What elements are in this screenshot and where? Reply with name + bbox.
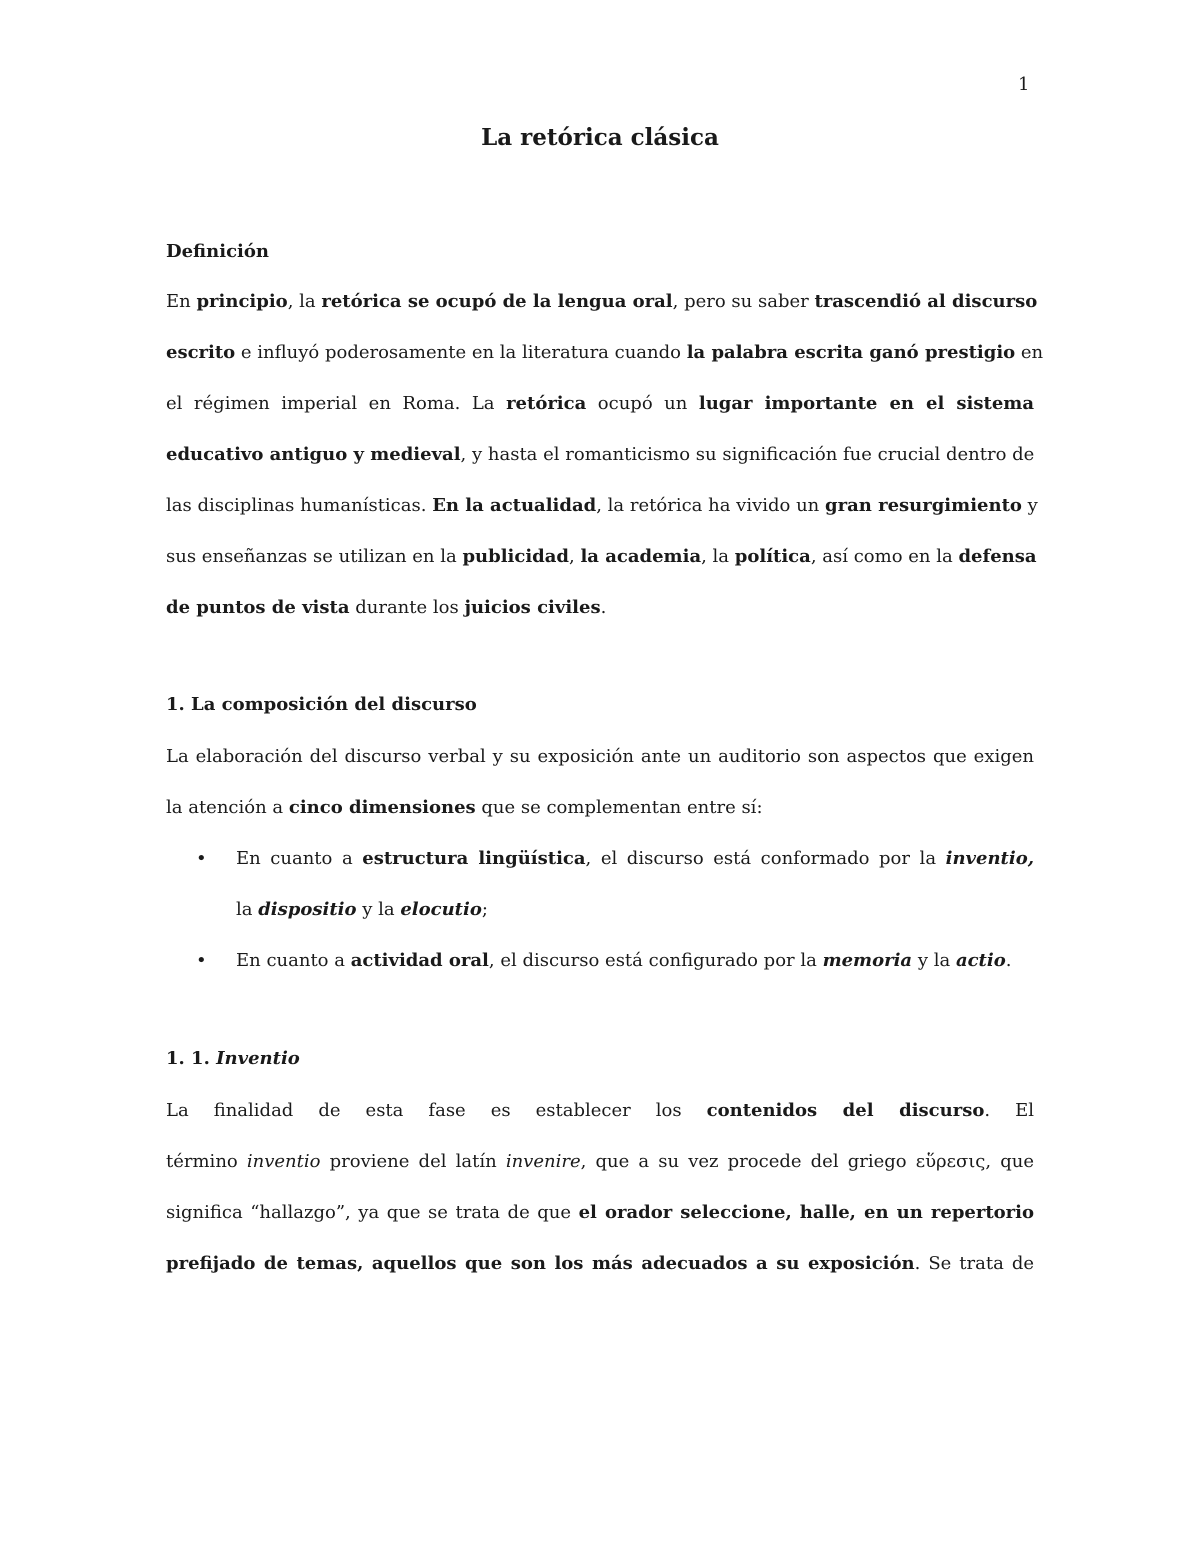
text-run: significa “hallazgo”, ya que se trata de que (166, 1202, 579, 1223)
list-item (166, 833, 1034, 935)
text-run: término (166, 1151, 247, 1172)
text-run: , el discurso está conformado por la (585, 848, 946, 869)
text-run: en (1015, 342, 1044, 363)
text-line (166, 1136, 1034, 1187)
list-item (166, 935, 1034, 986)
text-run: En cuanto a (236, 848, 363, 869)
emphasis-run: el orador seleccione, halle, en un repertorio (578, 1202, 1035, 1223)
text-line (166, 1238, 1034, 1289)
emphasis-run: cinco dimensiones (288, 797, 476, 818)
emphasis-run: estructura lingüística (362, 848, 586, 869)
text-run: , la retórica ha vivido un (596, 495, 825, 516)
paragraph-definicion (166, 276, 1044, 633)
emphasis-run: gran resurgimiento (825, 495, 1022, 516)
heading-definicion: Definición (166, 241, 269, 262)
text-run: e influyó poderosamente en la literatura cuando (235, 342, 687, 363)
text-run: , y hasta el romanticismo su significación fue crucial dentro de (460, 444, 1035, 465)
text-line (166, 429, 1034, 480)
text-line (166, 731, 1034, 782)
text-run: ; (481, 899, 488, 920)
emphasis-run: la palabra escrita ganó prestigio (686, 342, 1016, 363)
emphasis-run: educativo antiguo y medieval (166, 444, 461, 465)
emphasis-run: retórica se ocupó de la lengua oral (321, 291, 673, 312)
page-number: 1 (1018, 74, 1030, 95)
text-line (166, 480, 1038, 531)
text-run: , así como en la (810, 546, 959, 567)
text-run: durante los (349, 597, 465, 618)
text-line (166, 276, 1038, 327)
emphasis-run: la academia (580, 546, 702, 567)
text-run: . El (984, 1100, 1034, 1121)
text-run: la atención a (166, 797, 289, 818)
text-run: sus enseñanzas se utilizan en la (166, 546, 463, 567)
text-line (236, 833, 1034, 884)
emphasis-run: contenidos del discurso (706, 1100, 985, 1121)
text-run: el régimen imperial en Roma. La (166, 393, 507, 414)
emphasis-run: elocutio (400, 899, 482, 920)
emphasis-run: principio (196, 291, 288, 312)
heading-term: Inventio (216, 1048, 300, 1069)
emphasis-run: En la actualidad (432, 495, 597, 516)
text-run: y la (912, 950, 956, 971)
text-run: , la (701, 546, 735, 567)
heading-inventio (166, 1048, 300, 1069)
text-run: La finalidad de esta fase es establecer los (166, 1100, 707, 1121)
text-run: . (600, 597, 607, 618)
bullet-icon: • (196, 848, 207, 869)
emphasis-run: publicidad (462, 546, 570, 567)
emphasis-run: memoria (822, 950, 913, 971)
emphasis-run: de puntos de vista (166, 597, 350, 618)
text-line (166, 782, 1034, 833)
document-title: La retórica clásica (481, 124, 719, 151)
text-run: y (1021, 495, 1038, 516)
text-run: , el discurso está configurado por la (488, 950, 823, 971)
text-run: , la (287, 291, 322, 312)
text-run: , que a su vez procede del griego εὕρεσις, que (580, 1151, 1034, 1172)
text-line (166, 378, 1034, 429)
text-run: , (569, 546, 581, 567)
emphasis-run: escrito (166, 342, 236, 363)
text-line (236, 935, 1034, 986)
emphasis-run: invenire (505, 1151, 581, 1172)
heading-composicion: 1. La composición del discurso (166, 694, 477, 715)
paragraph-composicion (166, 731, 1034, 833)
text-run: . Se trata de (914, 1253, 1034, 1274)
text-run: que se complementan entre sí: (475, 797, 763, 818)
bullet-icon: • (196, 950, 207, 971)
emphasis-run: lugar importante en el sistema (698, 393, 1034, 414)
emphasis-run: juicios civiles (464, 597, 601, 618)
text-line (166, 531, 1037, 582)
text-run: En cuanto a (236, 950, 351, 971)
emphasis-run: prefijado de temas, aquellos que son los más adecuados a su exposición (166, 1253, 915, 1274)
text-run: las disciplinas humanísticas. (166, 495, 433, 516)
text-line (166, 327, 1044, 378)
text-run: ocupó un (586, 393, 699, 414)
text-run: y la (356, 899, 401, 920)
text-run: , pero su saber (672, 291, 815, 312)
emphasis-run: retórica (506, 393, 587, 414)
emphasis-run: dispositio (258, 899, 357, 920)
emphasis-run: trascendió al discurso (814, 291, 1038, 312)
emphasis-run: actividad oral (350, 950, 489, 971)
text-run: La elaboración del discurso verbal y su exposición ante un auditorio son aspectos que exigen (166, 746, 1034, 767)
text-line (236, 884, 1034, 935)
paragraph-inventio (166, 1085, 1034, 1289)
emphasis-run: actio (955, 950, 1006, 971)
emphasis-run: política (734, 546, 811, 567)
emphasis-run: inventio (246, 1151, 321, 1172)
text-line (166, 582, 1034, 633)
text-run: la (236, 899, 259, 920)
text-run: En (166, 291, 197, 312)
emphasis-run: inventio, (945, 848, 1034, 869)
emphasis-run: defensa (958, 546, 1037, 567)
text-line (166, 1187, 1034, 1238)
text-line (166, 1085, 1034, 1136)
text-run: proviene del latín (320, 1151, 506, 1172)
text-run: . (1005, 950, 1012, 971)
heading-number: 1. 1. (166, 1048, 217, 1069)
dimension-list (166, 833, 1034, 986)
